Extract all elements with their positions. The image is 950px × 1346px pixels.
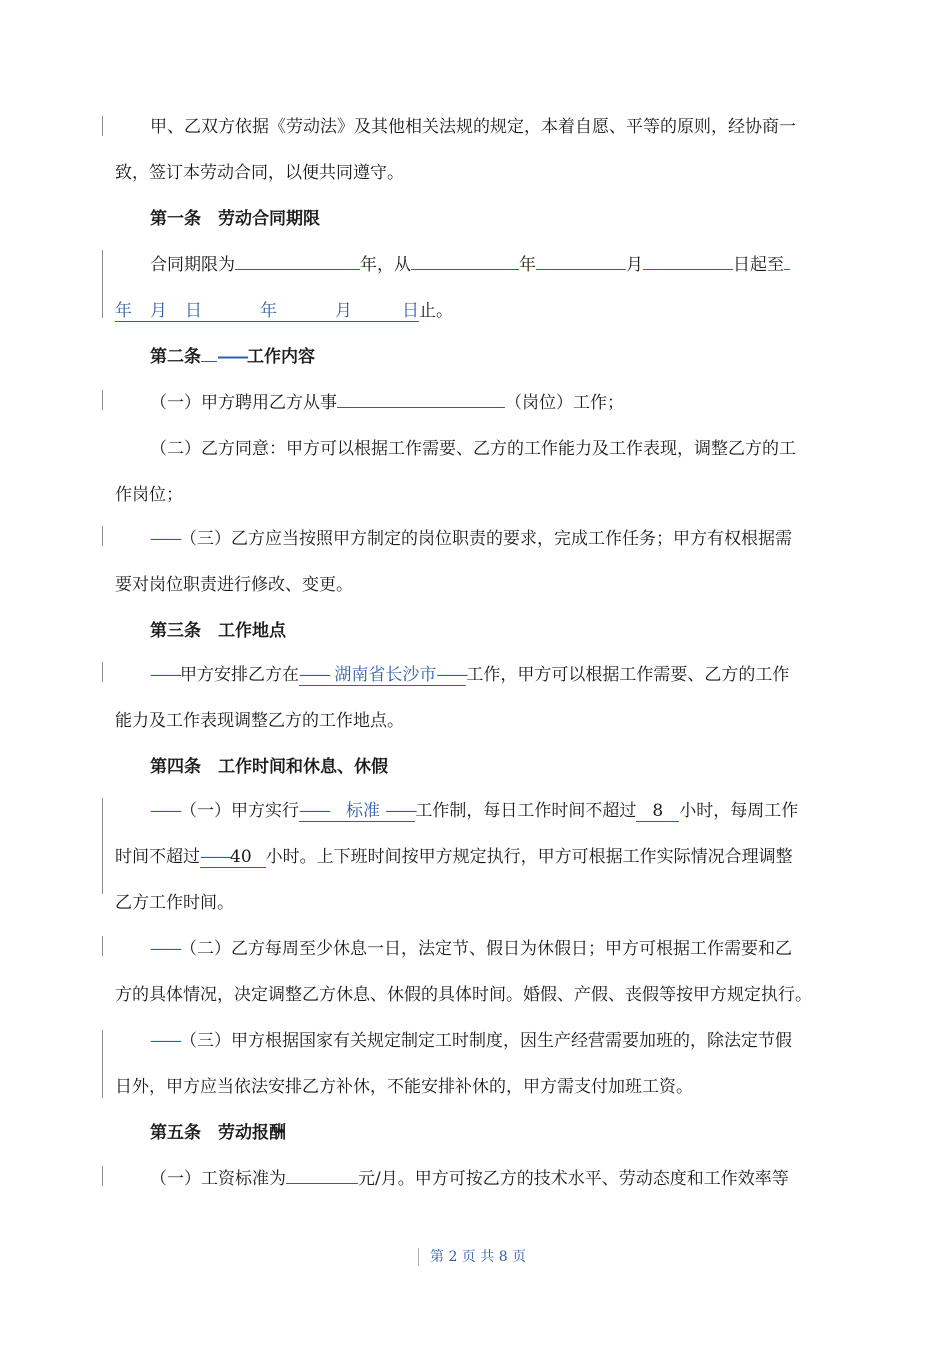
article-2-title (150, 342, 840, 372)
weekly-hours-field[interactable]: ——40 (200, 847, 266, 868)
position-blank[interactable] (337, 407, 505, 408)
change-bar (102, 1030, 103, 1098)
salary-suffix: 元/月。甲方可按乙方的技术水平、劳动态度和工作效率等 (358, 1169, 789, 1189)
article-2-number: 第二条 (150, 347, 201, 367)
change-bar (102, 662, 103, 682)
article-2-item-2-line-2 (115, 480, 840, 510)
year-label: 年 (519, 255, 536, 275)
month-label: 月 (626, 255, 643, 275)
article-4-item-3-line-1 (150, 1026, 840, 1056)
start-year-blank[interactable] (411, 269, 519, 270)
position-label: （一）甲方聘用乙方从事 (150, 393, 337, 413)
work-place-field[interactable]: —— 湖南省长沙市—— (299, 665, 467, 685)
article-3-line-2 (115, 706, 840, 736)
article-1-line-1 (150, 250, 840, 280)
weekly-label: 小时，每周工作 (679, 801, 799, 821)
dash-mark: —— (150, 529, 180, 549)
article-2-title-text: 工作内容 (247, 347, 315, 367)
intro-text-1: 甲、乙双方依据《劳动法》及其他相关法规的规定，本着自愿、平等的原则，经协商一 (150, 117, 796, 137)
article-4-title-text: 第四条 工作时间和休息、休假 (150, 757, 388, 777)
article-2-blank (201, 361, 217, 362)
article-3-title-text: 第三条 工作地点 (150, 621, 286, 641)
dash-mark: —— (150, 939, 180, 959)
article-4-item-2-line-1 (150, 934, 840, 964)
article-4-item-1-line-1 (150, 796, 840, 826)
change-bar (102, 390, 103, 410)
dash-mark: —— (150, 801, 180, 821)
item-3-text-1: （三）乙方应当按照甲方制定的岗位职责的要求，完成工作任务；甲方有权根据需 (180, 529, 792, 549)
change-bar (102, 526, 103, 546)
page-number: 第 2 页 共 8 页 (430, 1249, 527, 1265)
article-4-text-5: 方的具体情况，决定调整乙方休息、休假的具体时间。婚假、产假、丧假等按甲方规定执行。 (115, 985, 812, 1005)
work-place-value: 湖南省长沙市 (334, 665, 437, 685)
from-label: 年，从 (360, 255, 411, 275)
dash-mark: —— (150, 1031, 180, 1051)
article-1-title (150, 204, 840, 234)
article-4-text-3: 乙方工作时间。 (115, 893, 234, 913)
article-2-item-3-line-1 (150, 524, 840, 554)
change-bar (102, 250, 103, 318)
end-suffix: 止。 (419, 301, 453, 321)
item-2-text-1: （二）乙方同意：甲方可以根据工作需要、乙方的工作能力及工作表现，调整乙方的工 (150, 439, 796, 459)
work-system-value: 标准 (346, 801, 380, 821)
article-4-item-1-line-3 (115, 888, 840, 918)
dash-mark: —— (217, 347, 247, 367)
intro-line-2 (115, 158, 840, 188)
change-bar (102, 936, 103, 956)
start-month-blank[interactable] (536, 269, 626, 270)
weekly-hours-label: 时间不超过 (115, 847, 200, 867)
article-4-text-4: （二）乙方每周至少休息一日，法定节、假日为休假日；甲方可根据工作需要和乙 (180, 939, 792, 959)
end-blank[interactable] (784, 269, 790, 270)
article-4-item-1-line-2 (115, 842, 840, 872)
weekly-hours-suffix: 小时。上下班时间按甲方规定执行，甲方可根据工作实际情况合理调整 (265, 847, 793, 867)
article-3-text-2: 能力及工作表现调整乙方的工作地点。 (115, 711, 404, 731)
article-5-title (150, 1118, 840, 1148)
article-4-title (150, 752, 840, 782)
end-year-text: 年 (115, 301, 132, 321)
work-place-label: 甲方安排乙方在 (180, 665, 299, 685)
item-3-text-2: 要对岗位职责进行修改、变更。 (115, 575, 353, 595)
article-3-title (150, 616, 840, 646)
daily-hours-field[interactable] (636, 801, 679, 822)
item-2-text-2: 作岗位； (115, 485, 183, 505)
intro-line-1 (150, 112, 840, 142)
change-bar (102, 798, 103, 894)
start-day-blank[interactable] (643, 269, 733, 270)
article-4-item-3-line-2 (115, 1072, 840, 1102)
article-2-item-2-line-1 (150, 434, 840, 464)
until-label: 日起至 (733, 255, 784, 275)
article-5-item-1 (150, 1164, 840, 1194)
work-system-label: （一）甲方实行 (180, 801, 299, 821)
intro-text-2: 致，签订本劳动合同，以便共同遵守。 (115, 163, 404, 183)
article-1-line-2 (115, 296, 840, 326)
article-3-line-1 (150, 660, 840, 690)
work-place-suffix: 工作，甲方可以根据工作需要、乙方的工作 (466, 665, 790, 685)
work-system-field[interactable]: —— 标准 —— (299, 801, 416, 821)
position-suffix: （岗位）工作； (505, 393, 624, 413)
end-day-text: 日 (185, 301, 202, 321)
article-2-item-1 (150, 388, 840, 418)
article-1-title-text: 第一条 劳动合同期限 (150, 209, 320, 229)
weekly-hours-value: 40 (230, 847, 252, 867)
article-4-item-2-line-2 (115, 980, 840, 1010)
end-month-text: 月 (150, 301, 167, 321)
term-label: 合同期限为 (150, 255, 235, 275)
change-bar (102, 116, 103, 136)
end-day-text-2: 日 (402, 301, 419, 321)
daily-hours-value: 8 (652, 801, 664, 821)
change-bar (102, 1166, 103, 1186)
salary-blank[interactable] (286, 1183, 358, 1184)
daily-hours-label: 工作制，每日工作时间不超过 (415, 801, 637, 821)
dash-mark: —— (150, 665, 180, 685)
article-4-text-6: （三）甲方根据国家有关规定制定工时制度，因生产经营需要加班的，除法定节假 (180, 1031, 792, 1051)
salary-label: （一）工资标准为 (150, 1169, 286, 1189)
article-5-title-text: 第五条 劳动报酬 (150, 1123, 286, 1143)
footer-bar (418, 1248, 419, 1266)
end-date-field[interactable] (115, 301, 419, 322)
end-year-text-2: 年 (260, 301, 277, 321)
term-years-blank[interactable] (235, 269, 360, 270)
article-2-item-3-line-2 (115, 570, 840, 600)
end-month-text-2: 月 (335, 301, 352, 321)
article-4-text-7: 日外，甲方应当依法安排乙方补休，不能安排补休的，甲方需支付加班工资。 (115, 1077, 693, 1097)
